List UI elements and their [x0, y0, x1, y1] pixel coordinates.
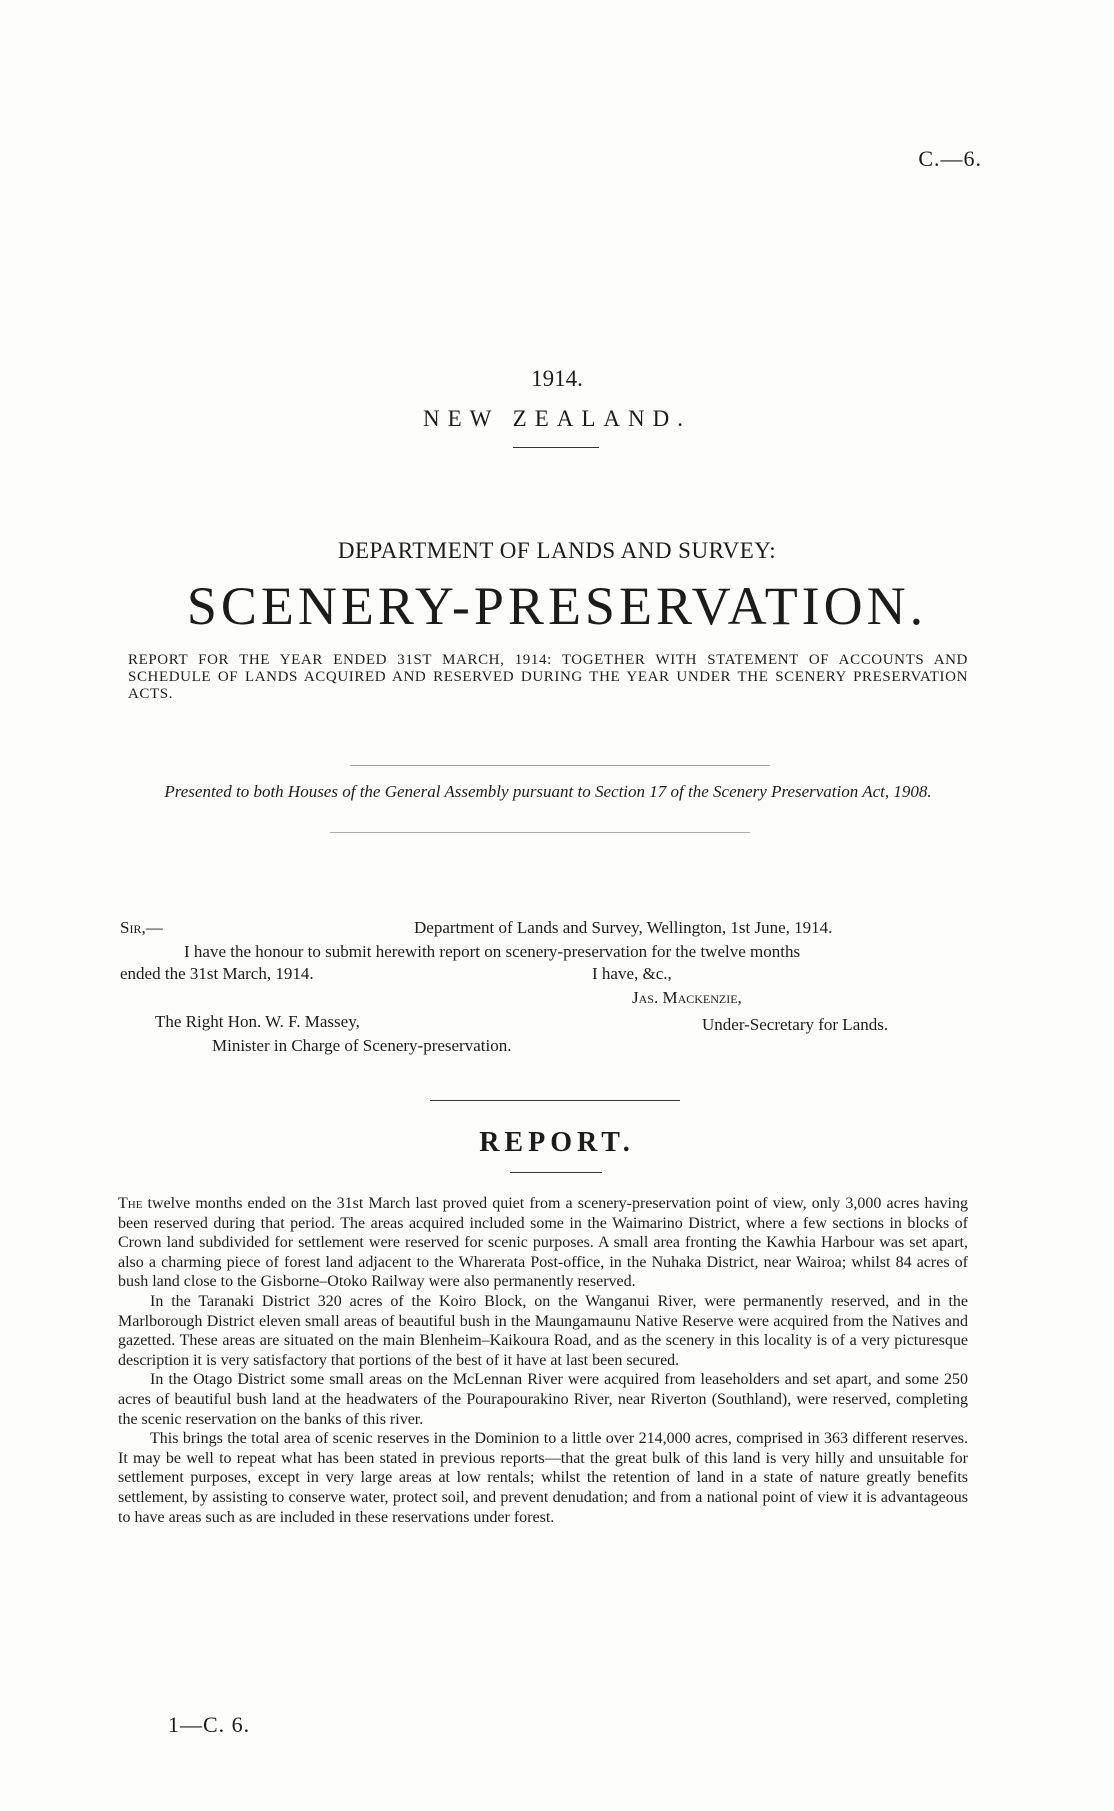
letter-addressee: The Right Hon. W. F. Massey, — [155, 1012, 360, 1031]
report-heading: REPORT. — [479, 1127, 635, 1158]
report-year: 1914. — [531, 366, 583, 391]
letter-signatory-title: Under-Secretary for Lands. — [702, 1015, 889, 1034]
section-divider — [430, 1100, 680, 1101]
document-subtitle: REPORT FOR THE YEAR ENDED 31ST MARCH, 1914: TOGETHER WITH STATEMENT OF ACCOUNTS AND SCHEDULE OF LANDS ACQUIRED AND RESERVED DURING THE YEAR UNDER THE SCENERY PRESERVATION ACTS. — [128, 652, 968, 702]
report-body — [118, 1194, 968, 1527]
report-paragraph-1: The twelve months ended on the 31st March last proved quiet from a scenery-preservation point of view, only 3,000 acres having been reserved during that period. The areas acquired included some in the Waimarino District, where a few sections in blocks of Crown land subdivided for settlement were reserved for scenic purposes. A small area fronting the Kawhia Harbour was set apart, also a charming piece of forest land adjacent to the Wharerata Post-office, in the Nuhaka District, near Wairoa; whilst 84 acres of bush land close to the Gisborne–Otoko Railway were also permanently reserved. — [118, 1195, 968, 1291]
page-footer-reference: 1—C. 6. — [168, 1712, 251, 1737]
presented-rule-top — [350, 765, 770, 766]
letter-closing: I have, &c., — [592, 964, 672, 983]
letter-address: Department of Lands and Survey, Wellington, 1st June, 1914. — [414, 918, 833, 937]
letter-addressee-title: Minister in Charge of Scenery-preservation. — [212, 1036, 512, 1055]
letter-salutation: Sir,— — [120, 918, 163, 937]
letter-signatory: Jas. Mackenzie, — [632, 988, 742, 1007]
report-paragraph-3: In the Otago District some small areas on the McLennan River were acquired from leaseholders and set apart, and some 250 acres of beautiful bush land at the headwaters of the Pourapourakino River, near Riverton (Southland), were reserved, completing the scenic reservation on the banks of this river. — [118, 1371, 968, 1428]
letter-body-line2: ended the 31st March, 1914. — [120, 964, 314, 983]
letter-body-line1: I have the honour to submit herewith report on scenery-preservation for the twelve months — [184, 942, 801, 961]
report-paragraph-4: This brings the total area of scenic reserves in the Dominion to a little over 214,000 acres, comprised in 363 different reserves. It may be well to repeat what has been stated in previous reports—that the great bulk of this land is very hilly and unsuitable for settlement purposes, except in very large areas at low rentals; whilst the retention of land in a state of nature greatly benefits settlement, by assisting to conserve water, protect soil, and prevent denudation; and from a national point of view it is advantageous to have areas such as are included in these reservations under forest. — [118, 1430, 968, 1526]
country-heading: NEW ZEALAND. — [422, 406, 692, 431]
report-paragraph-2: In the Taranaki District 320 acres of the Koiro Block, on the Wanganui River, were permanently reserved, and in the Marlborough District eleven small areas of beautiful bush in the Maungamaunu Native Reserve were acquired from the Natives and gazetted. These areas are situated on the main Blenheim–Kaikoura Road, and as the scenery in this locality is of a very picturesque description it is very satisfactory that portions of the best of it have at last been secured. — [118, 1292, 968, 1369]
document-reference: C.—6. — [918, 146, 982, 171]
presented-note: Presented to both Houses of the General Assembly pursuant to Section 17 of the Scenery Preservation Act, 1908. — [164, 782, 932, 801]
presented-rule-bottom — [330, 832, 750, 833]
document-title: SCENERY-PRESERVATION. — [186, 576, 928, 636]
department-heading: DEPARTMENT OF LANDS AND SURVEY: — [337, 538, 777, 563]
masthead-rule — [513, 447, 599, 448]
report-heading-rule — [510, 1172, 602, 1173]
